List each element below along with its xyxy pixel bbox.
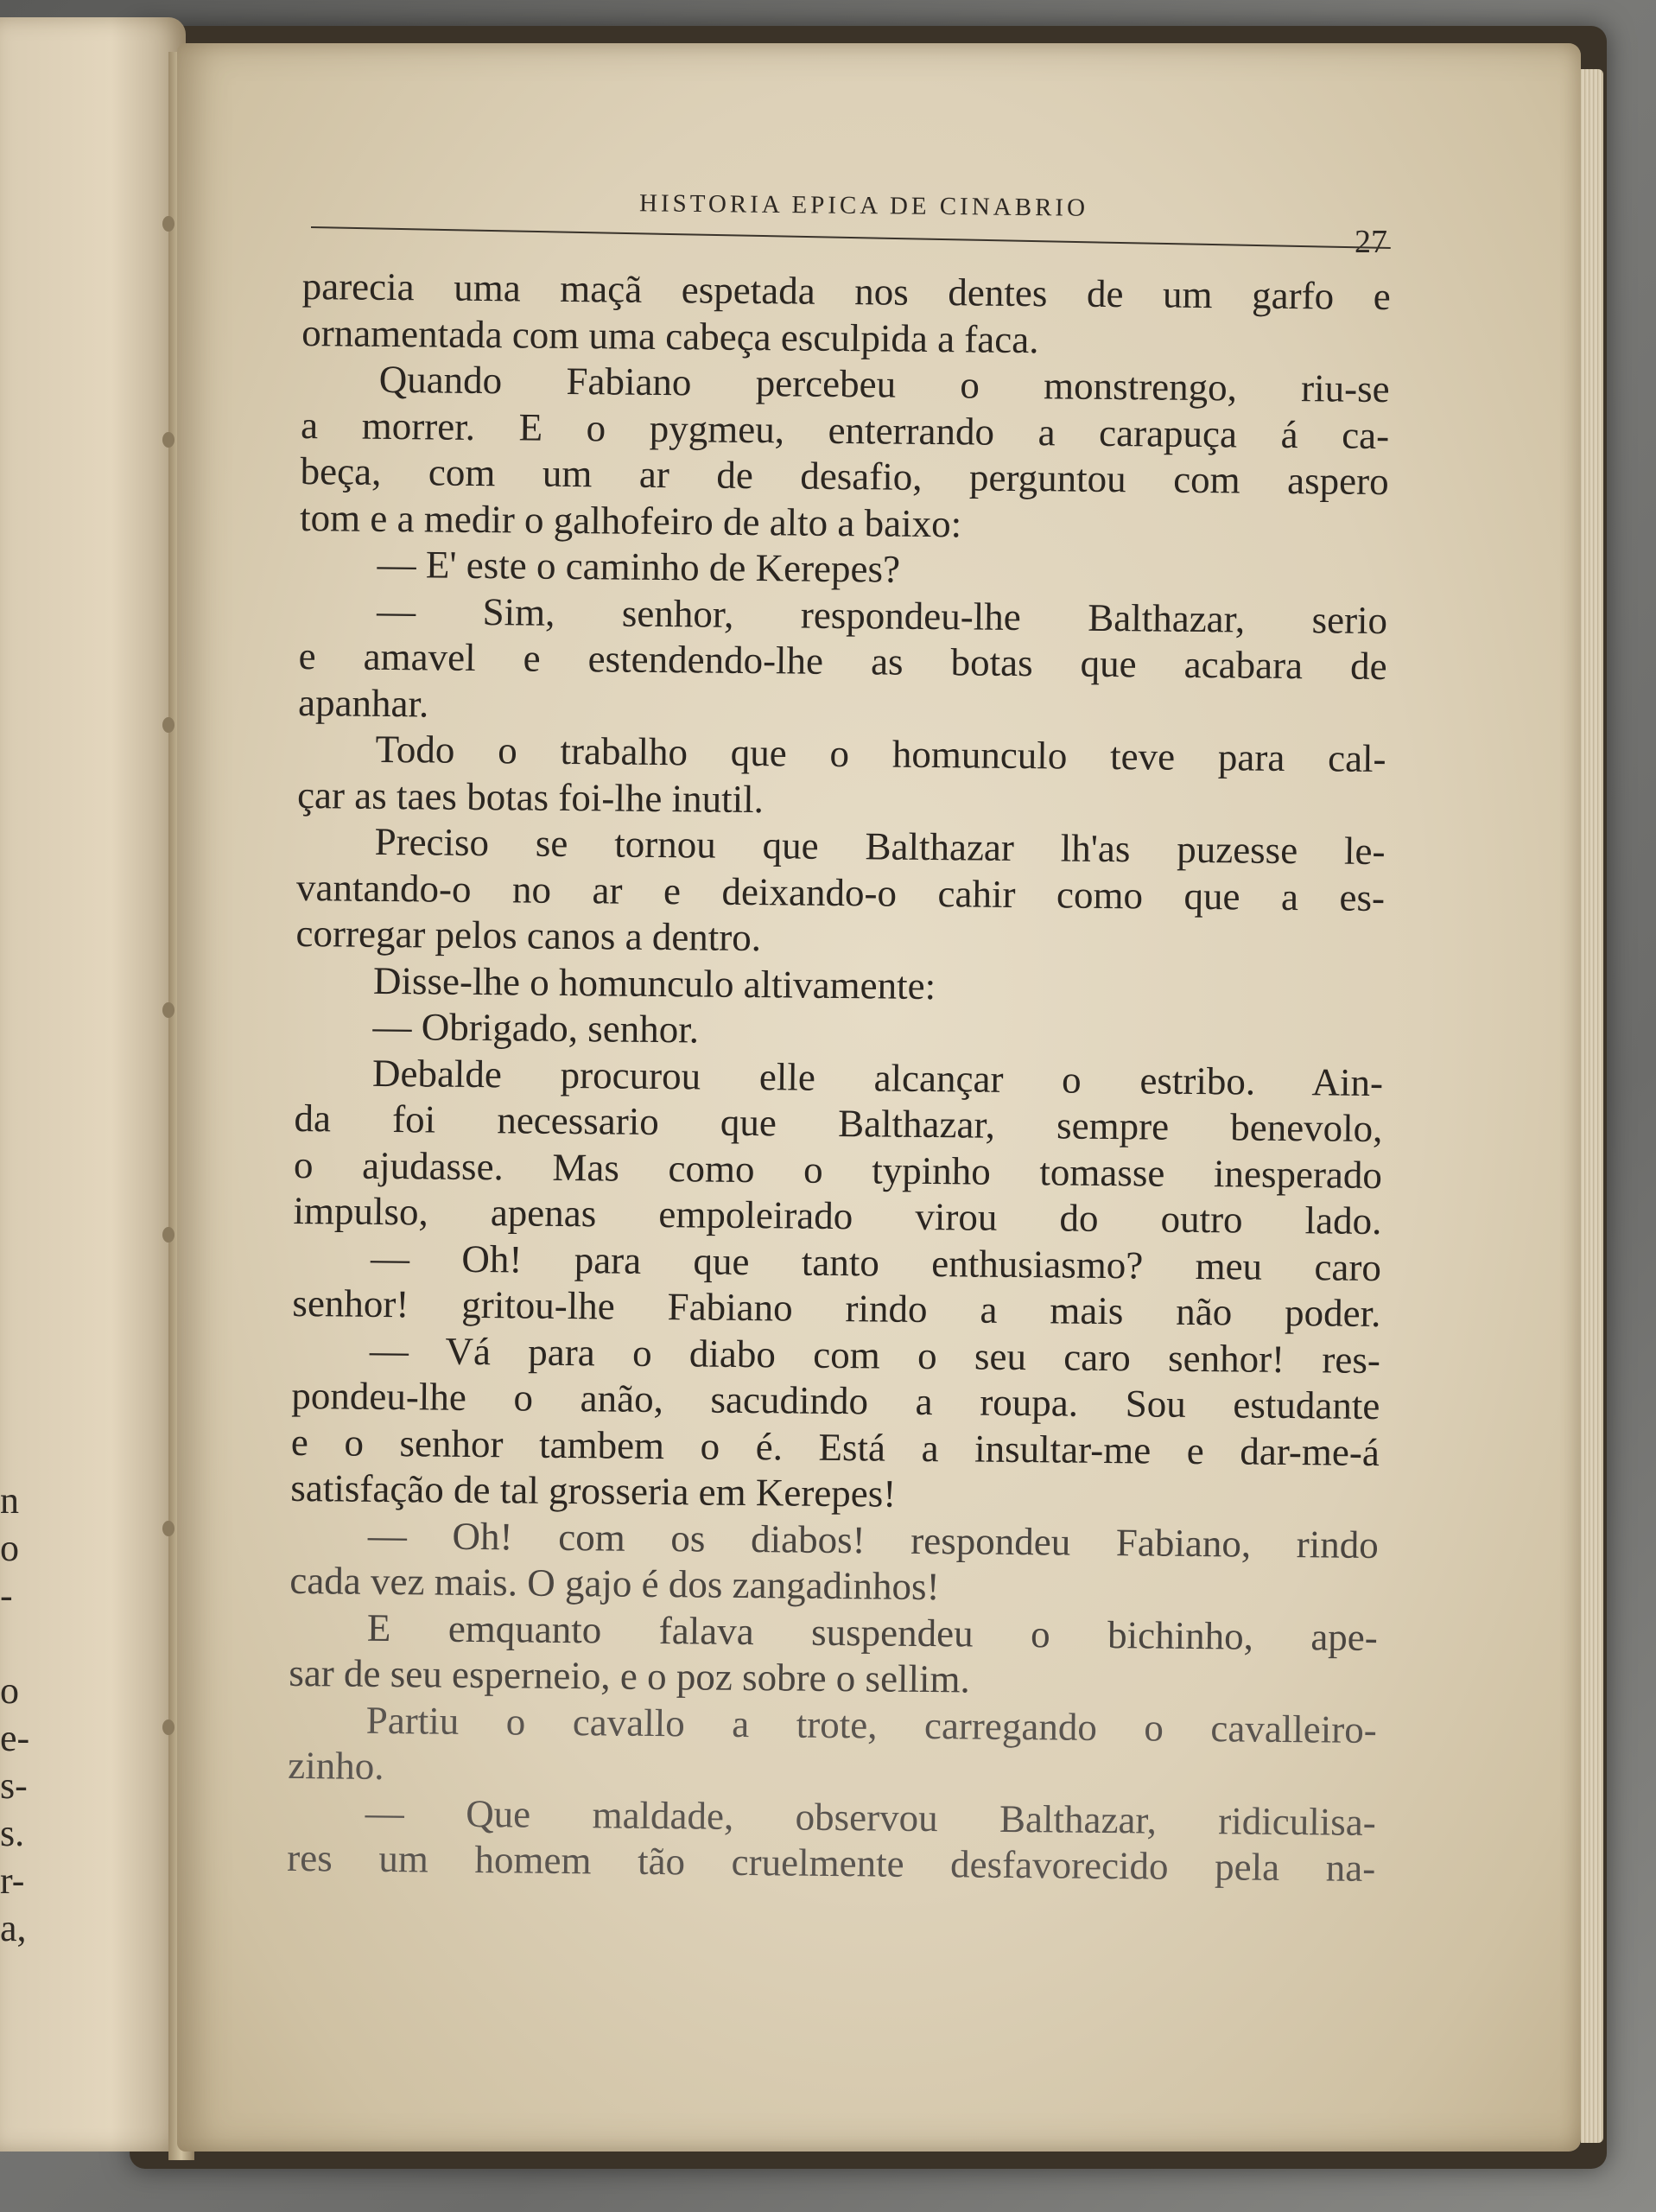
text-line: — Que maldade, observou Balthazar, ridiculisa- <box>365 1790 1376 1844</box>
text-line: Preciso se tornou que Balthazar lh'as puzesse le- <box>374 819 1386 874</box>
text-line: — E' este o caminho de Kerepes? <box>377 542 901 591</box>
text-line: Todo o trabalho que o homunculo teve para cal- <box>375 727 1386 781</box>
text-line: ornamentada com uma cabeça esculpida a faca. <box>301 310 1039 361</box>
text-line: o ajudasse. Mas como o typinho tomasse inesperado <box>293 1142 1383 1197</box>
binding-stitch <box>162 432 174 448</box>
text-line: — Obrigado, senhor. <box>372 1004 700 1052</box>
text-line: Partiu o cavallo a trote, carregando o cavalleiro- <box>365 1698 1378 1751</box>
left-page-fragment: e- <box>0 1717 30 1759</box>
binding-stitch <box>162 1002 174 1018</box>
text-line: Debalde procurou elle alcançar o estribo. Ain- <box>371 1051 1384 1104</box>
text-line: — Sim, senhor, respondeu-lhe Balthazar, serio <box>376 588 1388 642</box>
running-head: HISTORIA EPICA DE CINABRIO <box>638 189 1089 222</box>
text-line: da foi necessario que Balthazar, sempre benevolo, <box>294 1096 1383 1151</box>
body-text <box>287 264 1391 1892</box>
left-page <box>0 17 186 2152</box>
binding-stitch <box>162 1521 174 1536</box>
binding-stitch <box>162 216 174 232</box>
text-line: Quando Fabiano percebeu o monstrengo, riu-se <box>378 357 1390 411</box>
left-page-fragment: r- <box>0 1859 25 1902</box>
left-page-fragment: s- <box>0 1764 28 1807</box>
text-line: parecia uma maçã espetada nos dentes de um garfo e <box>301 264 1391 319</box>
text-line: beça, com um ar de desafio, perguntou com aspero <box>300 448 1389 504</box>
text-line: impulso, apenas empoleirado virou do outro lado. <box>293 1188 1382 1243</box>
text-line: sar de seu esperneio, e o poz sobre o sellim. <box>289 1650 971 1701</box>
left-page-fragment: a, <box>0 1907 27 1949</box>
binding-stitch <box>162 1227 174 1243</box>
left-page-fragment: o <box>0 1527 19 1569</box>
left-page-fragment: s. <box>0 1812 25 1854</box>
binding-stitch <box>162 717 174 733</box>
text-line: satisfação de tal grosseria em Kerepes! <box>290 1465 897 1516</box>
left-page-fragment: o <box>0 1669 19 1712</box>
text-line: pondeu-lhe o anão, sacudindo a roupa. Sou estudante <box>291 1373 1380 1428</box>
text-line: res um homem tão cruelmente desfavorecido pela na- <box>287 1835 1376 1891</box>
left-page-fragment: - <box>0 1574 13 1617</box>
text-line: tom e a medir o galhofeiro de alto a baixo: <box>299 495 962 545</box>
text-line: cada vez mais. O gajo é dos zangadinhos! <box>289 1558 940 1609</box>
page-number: 27 <box>1355 224 1387 260</box>
text-line: e amavel e estendendo-lhe as botas que acabara de <box>298 633 1387 689</box>
text-line: a morrer. E o pygmeu, enterrando a carapuça á ca- <box>300 403 1390 457</box>
binding-stitch <box>162 1719 174 1735</box>
text-line: senhor! gritou-lhe Fabiano rindo a mais não poder. <box>292 1281 1381 1336</box>
text-line: E emquanto falava suspendeu o bichinho, ape- <box>366 1605 1379 1659</box>
text-line: e o senhor tambem o é. Está a insultar-me e dar-me-á <box>290 1420 1380 1474</box>
text-line: çar as taes botas foi-lhe inutil. <box>296 772 765 821</box>
text-line: Disse-lhe o homunculo altivamente: <box>372 958 936 1007</box>
text-line: zinho. <box>288 1743 384 1788</box>
text-line: apanhar. <box>297 680 429 725</box>
text-line: — Oh! com os diabos! respondeu Fabiano, rindo <box>367 1513 1380 1567</box>
left-page-fragment: n <box>0 1479 19 1522</box>
text-line: — Vá para o diabo com o seu caro senhor! res- <box>369 1328 1381 1382</box>
text-line: corregar pelos canos a dentro. <box>295 911 762 960</box>
text-line: — Oh! para que tanto enthusiasmo? meu caro <box>370 1236 1382 1289</box>
text-line: vantando-o no ar e deixando-o cahir como que a es- <box>295 865 1386 919</box>
page-edges <box>1581 69 1603 2143</box>
